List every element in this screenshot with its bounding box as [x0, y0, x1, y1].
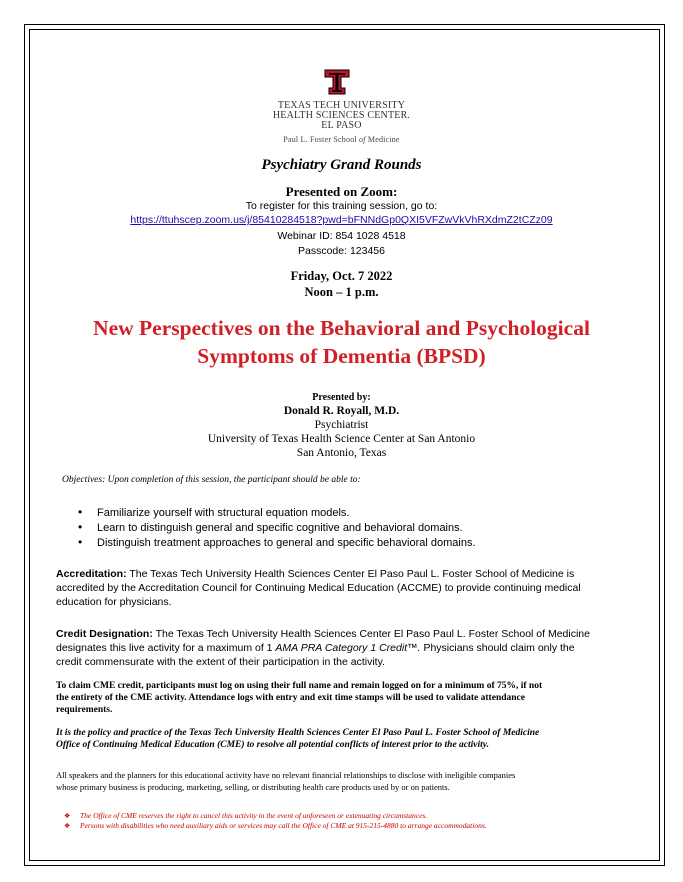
list-item — [64, 811, 487, 821]
event-date: Friday, Oct. 7 2022 — [290, 269, 393, 283]
presenter-institution: University of Texas Health Science Center at San Antonio — [207, 433, 476, 445]
policy-paragraph — [56, 727, 636, 751]
credit-designation-paragraph — [56, 627, 636, 669]
diamond-bullet-icon: ❖ — [64, 812, 71, 820]
logo-text-city: EL PASO — [321, 120, 362, 131]
disclosure-line: whose primary business is producing, marketing, selling, or distributing health care products used by or on patients. — [56, 782, 450, 792]
list-item — [78, 535, 476, 550]
list-item — [64, 821, 487, 831]
zoom-heading: Presented on Zoom: — [285, 184, 398, 199]
webinar-id: Webinar ID: 854 1028 4518 — [277, 230, 406, 242]
claim-credit-paragraph — [56, 680, 636, 716]
presented-by-label: Presented by: — [312, 392, 371, 403]
objective-text: Familiarize yourself with structural equation models. — [97, 507, 350, 519]
passcode: Passcode: 123456 — [298, 245, 385, 257]
credit-line: designates this live activity for a maximum of 1 — [56, 642, 276, 654]
logo-school-suffix: Medicine — [367, 135, 400, 144]
list-item — [78, 520, 476, 535]
diamond-bullet-icon: ❖ — [64, 822, 71, 830]
logo-text-center: HEALTH SCIENCES CENTER. — [272, 110, 411, 121]
accreditation-line: accredited by the Accreditation Council for Continuing Medical Education (ACCME) to provide continuing medical — [56, 582, 581, 594]
footnotes — [64, 811, 487, 831]
objective-text: Learn to distinguish general and specific cognitive and behavioral domains. — [97, 522, 463, 534]
credit-line: credit commensurate with the extent of their participation in the activity. — [56, 656, 385, 668]
logo-school-of: of — [359, 135, 366, 144]
series-title: Psychiatry Grand Rounds — [261, 157, 422, 173]
presenter-city: San Antonio, Texas — [296, 447, 387, 459]
logo-text-university: TEXAS TECH UNIVERSITY — [277, 100, 406, 111]
talk-title-line-2: Symptoms of Dementia (BPSD) — [197, 344, 486, 368]
objectives-list — [78, 505, 476, 550]
credit-line: The Texas Tech University Health Sciences Center El Paso Paul L. Foster School of Medicine — [152, 628, 590, 640]
double-t-logo-icon — [323, 68, 351, 96]
footnote-text: The Office of CME reserves the right to cancel this activity in the event of unforeseen or extenuating circumstances. — [80, 811, 428, 820]
credit-line: Physicians should claim only the — [420, 642, 575, 654]
disclosure-line: All speakers and the planners for this educational activity have no relevant financial relationships to disclose with ineligible companies — [56, 770, 516, 780]
credit-category: AMA PRA Category 1 Credit™. — [275, 642, 421, 654]
accreditation-label: Accreditation: — [56, 568, 127, 580]
disclosure-paragraph — [56, 769, 636, 793]
accreditation-line: The Texas Tech University Health Sciences Center El Paso Paul L. Foster School of Medicine is — [126, 568, 575, 580]
objective-text: Distinguish treatment approaches to general and specific behavioral domains. — [97, 537, 476, 549]
presenter-role: Psychiatrist — [314, 419, 369, 431]
credit-label: Credit Designation: — [56, 628, 153, 640]
bullet-icon: • — [78, 535, 83, 549]
talk-title-line-1: New Perspectives on the Behavioral and Psychological — [93, 316, 590, 340]
event-time: Noon – 1 p.m. — [304, 285, 379, 299]
claim-line: requirements. — [56, 705, 113, 715]
bullet-icon: • — [78, 505, 83, 519]
footnote-text: Persons with disabilities who need auxiliary aids or services may call the Office of CME at 915-215-4880 to arrange accommodations. — [80, 821, 487, 830]
bullet-icon: • — [78, 520, 83, 534]
accreditation-line: education for physicians. — [56, 596, 172, 608]
claim-line: To claim CME credit, participants must log on using their full name and remain logged on for a minimum of 75%, if not — [56, 681, 543, 691]
policy-line: It is the policy and practice of the Texas Tech University Health Sciences Center El Paso Paul L. Foster School of Medicine — [56, 728, 540, 738]
objectives-intro: Objectives: Upon completion of this session, the participant should be able to: — [62, 475, 361, 485]
presenter-name: Donald R. Royall, M.D. — [283, 405, 400, 417]
register-instructions: To register for this training session, go to: — [245, 200, 438, 212]
list-item — [78, 505, 476, 520]
registration-link[interactable]: https://ttuhscep.zoom.us/j/85410284518?pwd=bFNNdGp0QXI5VFZwVkVhRXdmZ2tCZz09 — [130, 214, 553, 226]
accreditation-paragraph — [56, 567, 636, 609]
policy-line: Office of Continuing Medical Education (CME) to resolve all potential conflicts of interest prior to the activity. — [56, 740, 490, 750]
logo-text-school — [0, 135, 683, 145]
logo-school-prefix: Paul L. Foster School — [283, 135, 357, 144]
claim-line: the entirety of the CME activity. Attendance logs with entry and exit time stamps will be used to validate attendance — [56, 693, 525, 703]
